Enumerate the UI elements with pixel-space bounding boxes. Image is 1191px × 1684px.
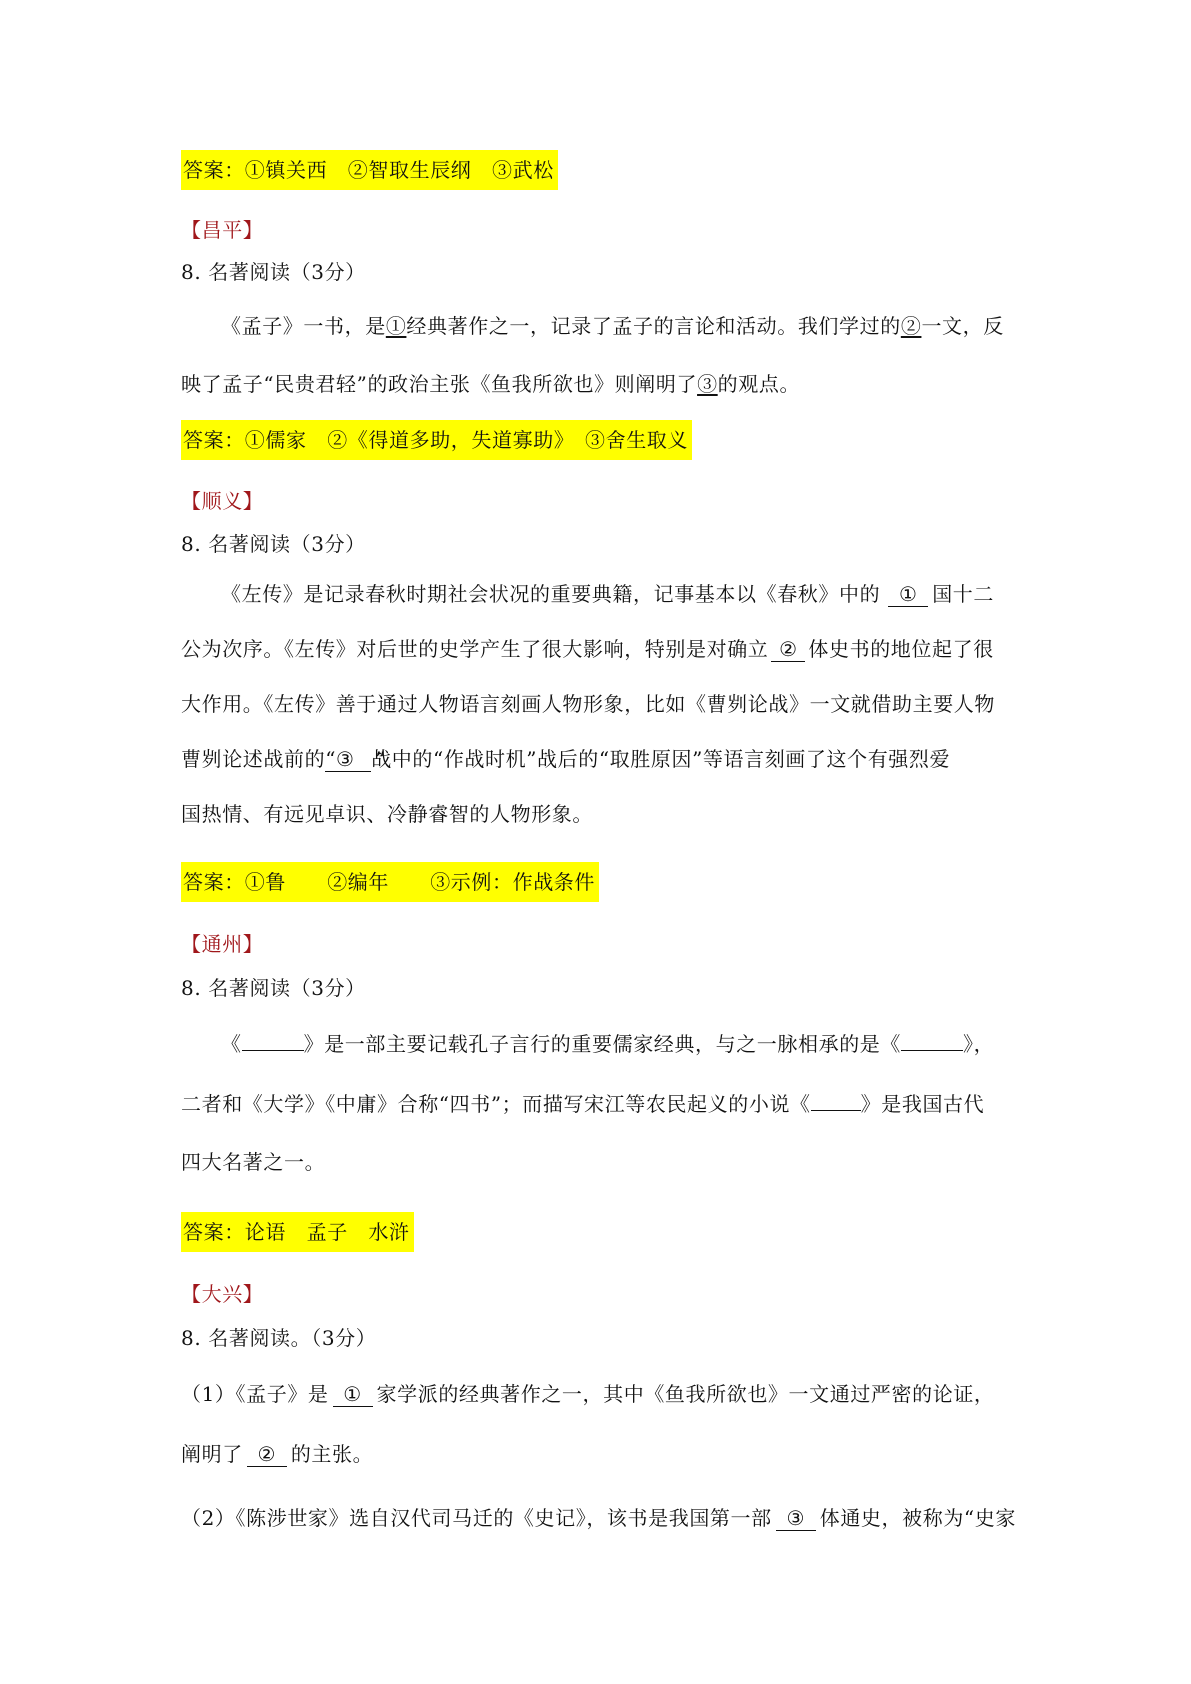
question-title: 8. 名著阅读（3分） bbox=[181, 532, 366, 556]
blank-1: ① bbox=[385, 314, 407, 338]
paragraph-line: （1）《孟子》是 ① 家学派的经典著作之一，其中《鱼我所欲也》一文通过严密的论证， bbox=[181, 1382, 995, 1406]
paragraph-line: 《 》是一部主要记载孔子言行的重要儒家经典，与之一脉相承的是《 》， bbox=[221, 1032, 995, 1056]
question-title: 8. 名著阅读（3分） bbox=[181, 976, 366, 1000]
paragraph-line: 曹刿论述战前的“③ ”战中的“作战时机”战后的“取胜原因”等语言刻画了这个有强烈爱 bbox=[181, 747, 951, 771]
blank-2: ② bbox=[771, 637, 805, 662]
blank-2 bbox=[901, 1050, 963, 1051]
region-heading: 【昌平】 bbox=[181, 218, 264, 242]
paragraph-line: 映了孟子“民贵君轻”的政治主张《鱼我所欲也》则阐明了③的观点。 bbox=[181, 372, 801, 396]
question-title: 8. 名著阅读。（3分） bbox=[181, 1326, 377, 1350]
answer-line bbox=[181, 862, 599, 902]
paragraph-line: 《左传》是记录春秋时期社会状况的重要典籍，记事基本以《春秋》中的 ① 国十二 bbox=[221, 582, 995, 606]
region-heading: 【大兴】 bbox=[181, 1282, 264, 1306]
answer-line bbox=[181, 1212, 414, 1252]
answer-line bbox=[181, 420, 692, 460]
answer-line bbox=[181, 150, 558, 190]
blank-2: ② bbox=[247, 1442, 287, 1467]
blank-2: ② bbox=[900, 314, 922, 338]
paragraph-line: 公为次序。《左传》对后世的史学产生了很大影响，特别是对确立 ② 体史书的地位起了很 bbox=[181, 637, 994, 661]
paragraph-line: 《孟子》一书，是①经典著作之一，记录了孟子的言论和活动。我们学过的②一文，反 bbox=[221, 314, 1004, 338]
blank-3: “③ ” bbox=[325, 747, 386, 771]
question-title: 8. 名著阅读（3分） bbox=[181, 260, 366, 284]
blank-1 bbox=[242, 1050, 304, 1051]
blank-3: ③ bbox=[697, 372, 718, 396]
blank-1: ① bbox=[333, 1382, 373, 1407]
answer-highlight: 答案：论语 孟子 水浒 bbox=[181, 1212, 414, 1252]
region-heading: 【通州】 bbox=[181, 932, 264, 956]
paragraph-line: 二者和《大学》《中庸》合称“四书”；而描写宋江等农民起义的小说《 》是我国古代 bbox=[181, 1092, 985, 1116]
paragraph-line: 大作用。《左传》善于通过人物语言刻画人物形象，比如《曹刿论战》一文就借助主要人物 bbox=[181, 692, 995, 716]
blank-3 bbox=[811, 1110, 861, 1111]
answer-highlight: 答案：①儒家 ②《得道多助，失道寡助》 ③舍生取义 bbox=[181, 420, 692, 460]
paragraph-line: 阐明了 ② 的主张。 bbox=[181, 1442, 374, 1466]
region-heading: 【顺义】 bbox=[181, 489, 264, 513]
blank-3: ③ bbox=[776, 1506, 816, 1531]
answer-highlight: 答案：①镇关西 ②智取生辰纲 ③武松 bbox=[181, 150, 558, 190]
paragraph-line: （2）《陈涉世家》选自汉代司马迁的《史记》，该书是我国第一部 ③ 体通史，被称为“史家 bbox=[181, 1506, 1016, 1530]
paragraph-line: 国热情、有远见卓识、冷静睿智的人物形象。 bbox=[181, 802, 593, 826]
blank-1: ① bbox=[888, 582, 928, 607]
paragraph-line: 四大名著之一。 bbox=[181, 1150, 326, 1174]
answer-highlight: 答案：①鲁 ②编年 ③示例：作战条件 bbox=[181, 862, 599, 902]
